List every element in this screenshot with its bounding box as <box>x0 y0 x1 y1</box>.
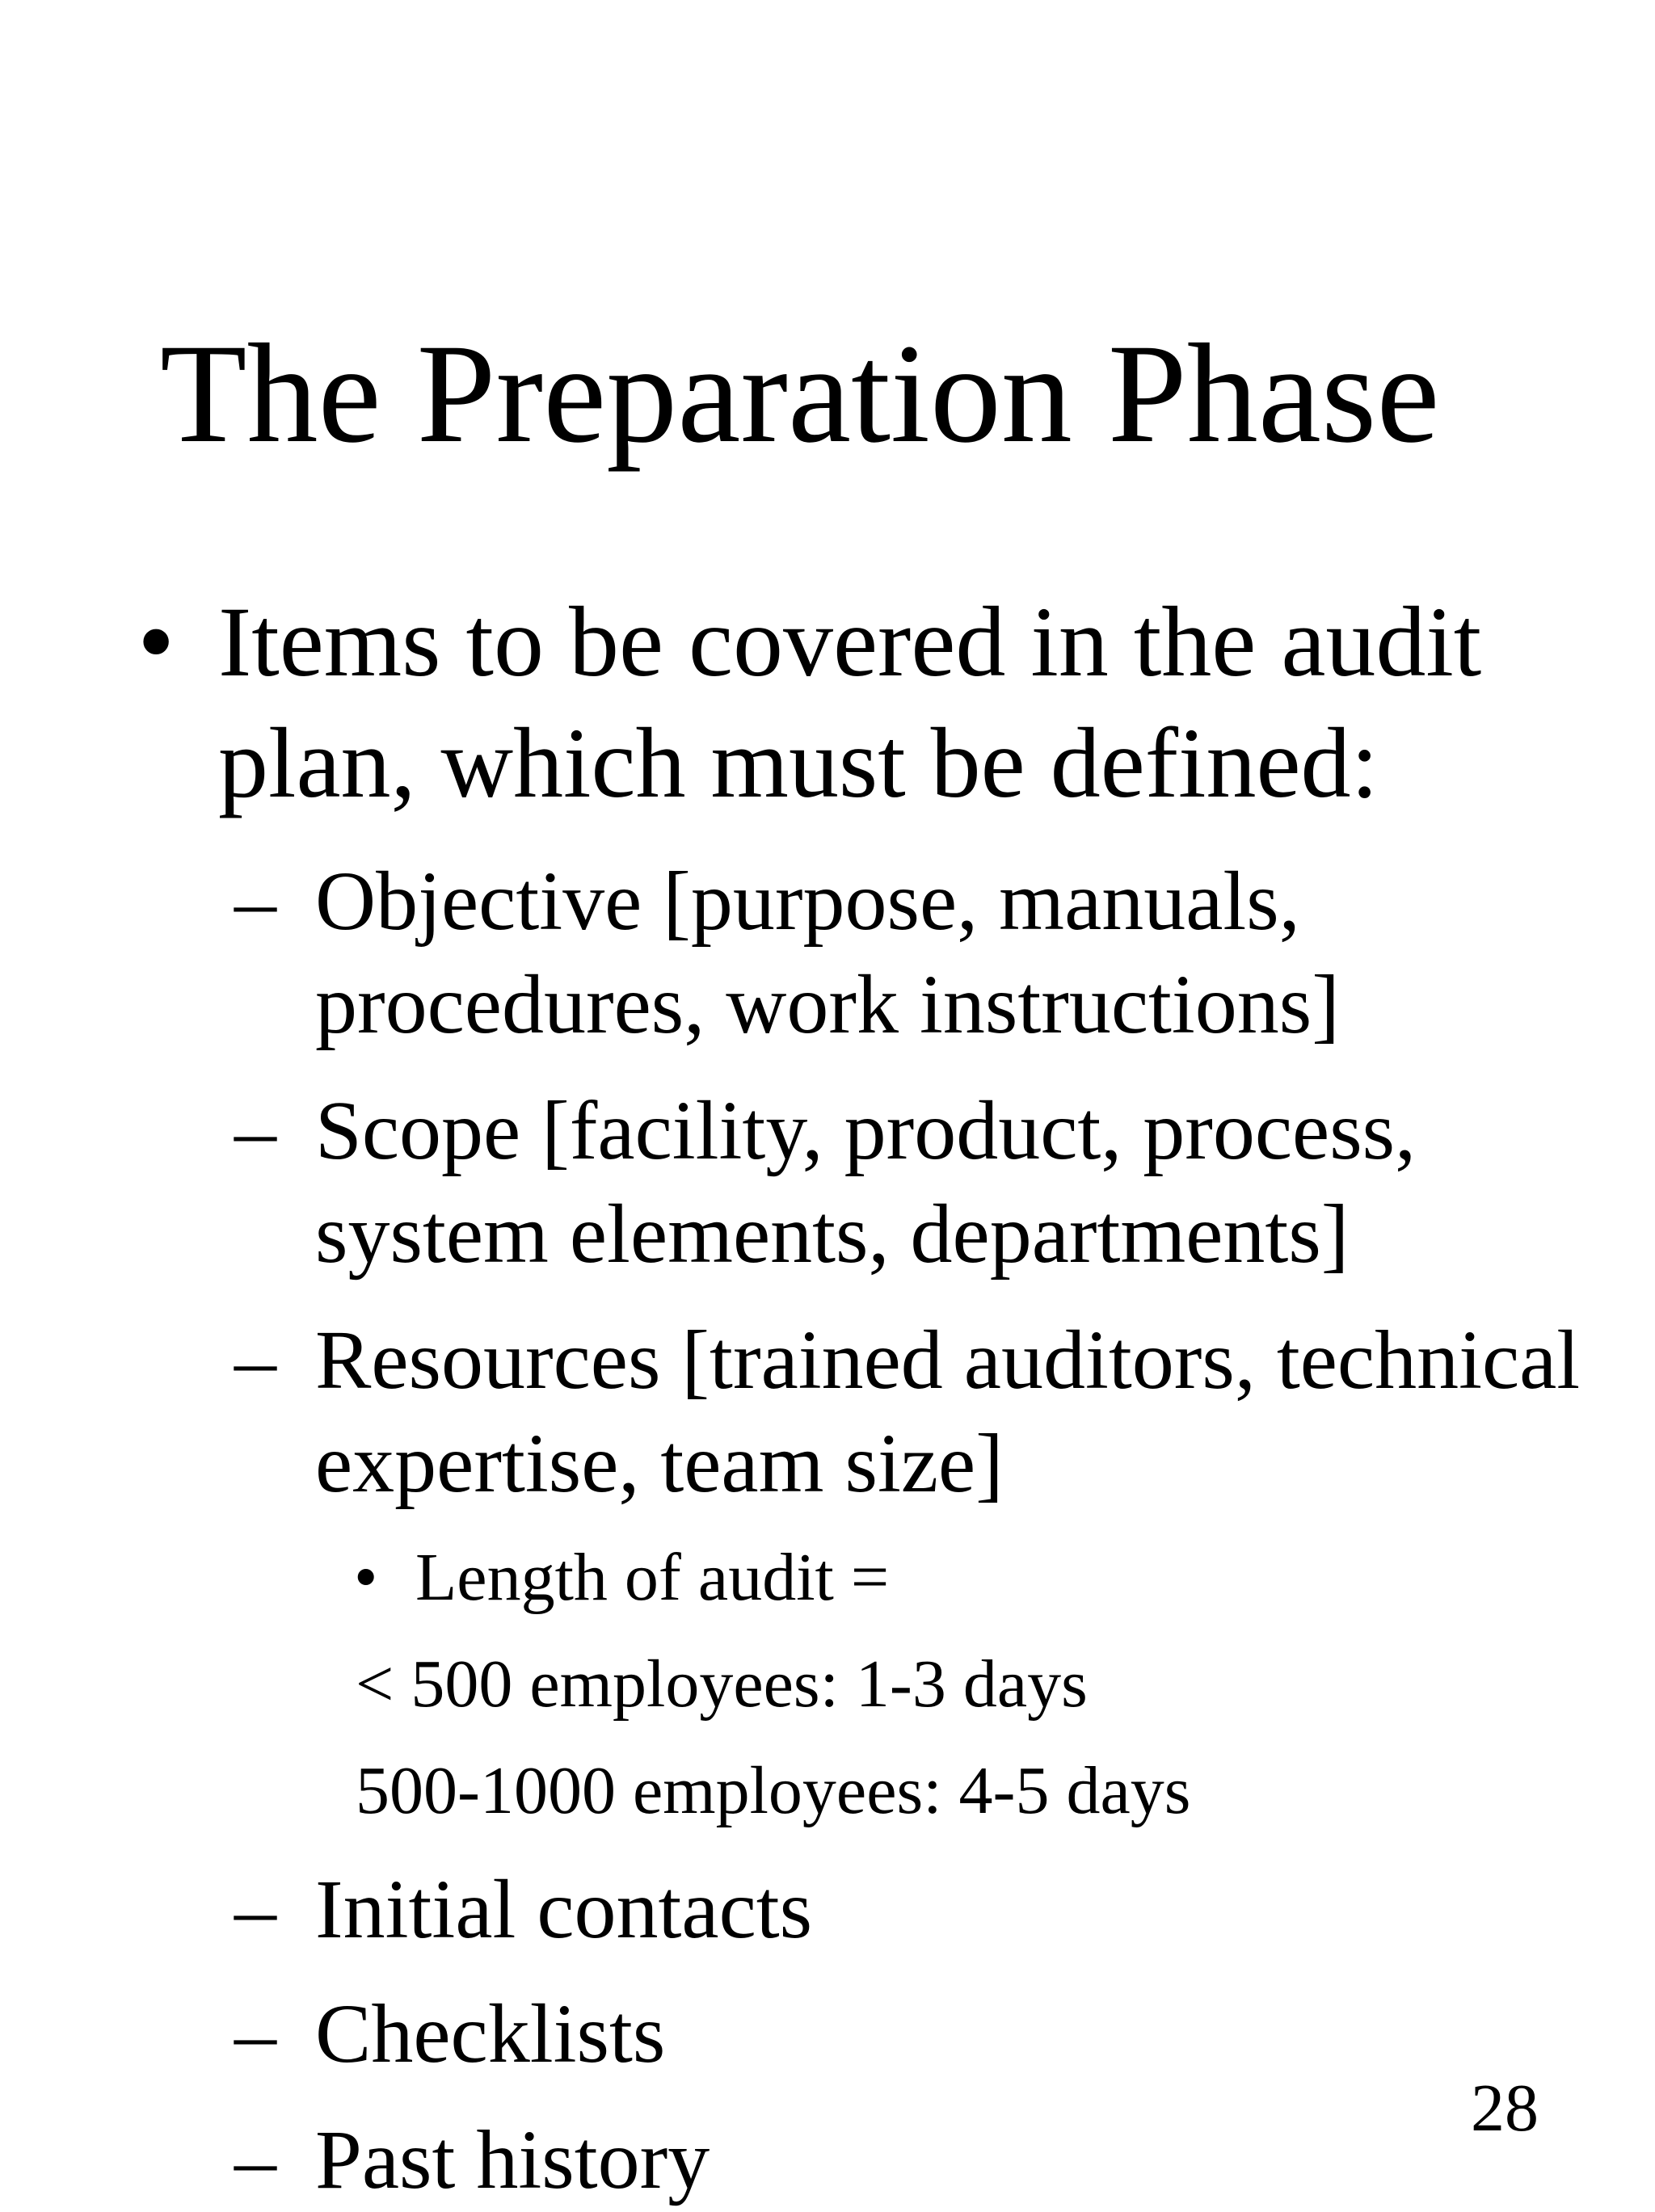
sub-item-checklists <box>234 1983 1608 2086</box>
bullet-text: Items to be covered in the audit plan, which must be defined: <box>218 587 1482 818</box>
sub-item-past-history <box>234 2109 1608 2212</box>
sub-item-text: Objective [purpose, manuals, procedures, work instructions] <box>315 855 1340 1051</box>
sub-item-text: Checklists <box>315 1987 666 2080</box>
dash-marker: – <box>234 2113 276 2206</box>
sub-item-resources <box>234 1309 1608 1516</box>
sub-item-scope <box>234 1079 1608 1286</box>
length-line-500-1000: 500-1000 employees: 4-5 days <box>356 1753 1191 1828</box>
dash-marker: – <box>234 1863 276 1956</box>
sub-item-text: Initial contacts <box>315 1863 813 1956</box>
sub-item-initial-contacts <box>234 1858 1608 1962</box>
dash-marker: – <box>234 855 276 948</box>
length-line-under-500: < 500 employees: 1-3 days <box>356 1646 1088 1722</box>
sub-item-text: Scope [facility, product, process, system elements, departments] <box>315 1084 1417 1281</box>
dash-marker: – <box>234 1314 276 1407</box>
bullet-marker: • <box>354 1540 378 1615</box>
bullet-length-of-audit <box>354 1533 1566 1622</box>
length-heading: Length of audit = <box>415 1540 890 1615</box>
bullet-marker: • <box>137 582 175 700</box>
sub-item-objective <box>234 850 1608 1057</box>
dash-marker: – <box>234 1987 276 2080</box>
sub-item-text: Past history <box>315 2113 710 2206</box>
bullet-items-to-be-covered <box>137 582 1560 824</box>
page-number: 28 <box>1471 2071 1539 2146</box>
sub-item-text: Resources [trained auditors, technical expertise, team size] <box>315 1314 1581 1510</box>
dash-marker: – <box>234 1084 276 1177</box>
slide-title: The Preparation Phase <box>160 315 1440 473</box>
